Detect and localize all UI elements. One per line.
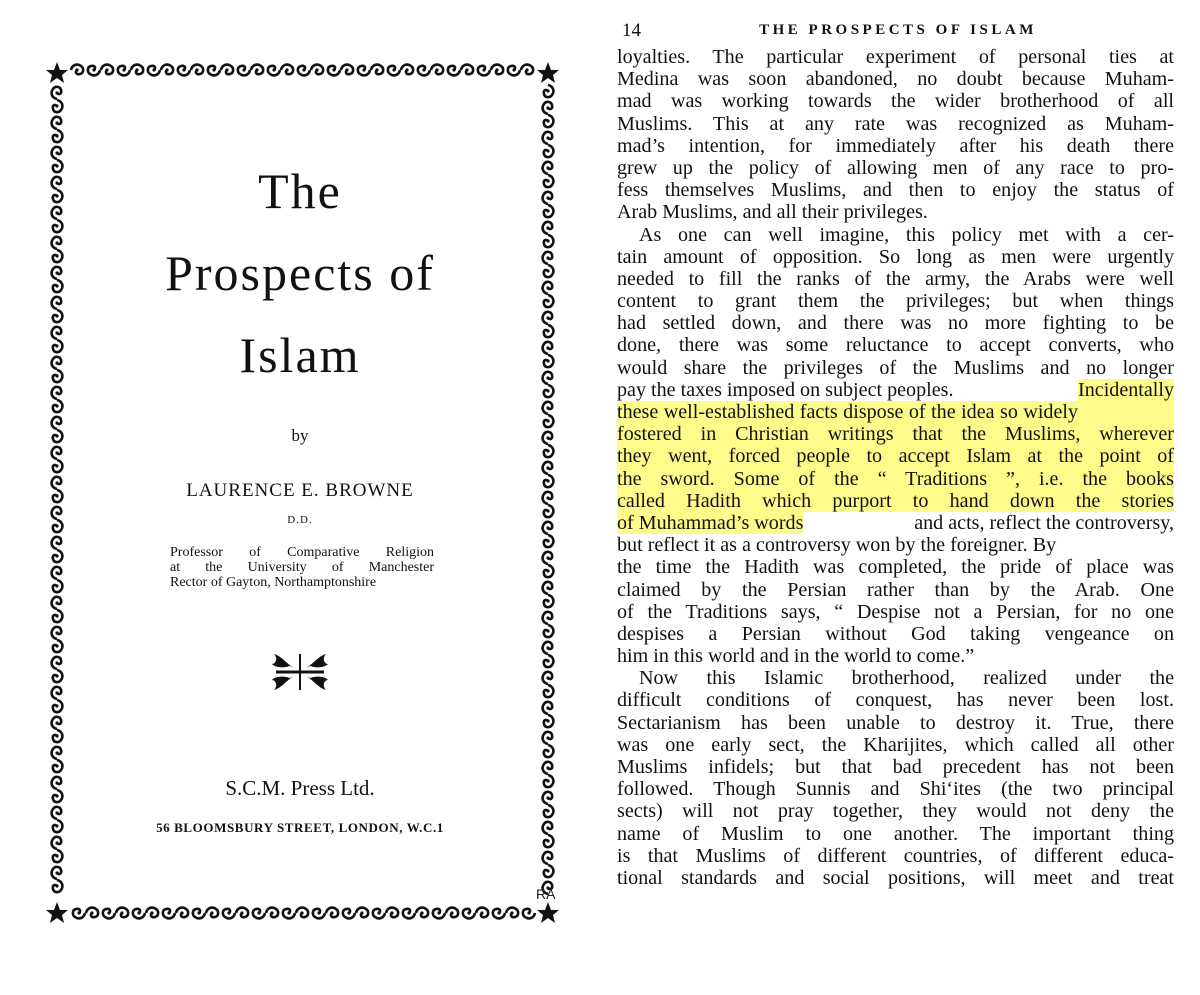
border-leaf [53, 580, 63, 592]
highlighted-text-line: the sword. Some of the “ Traditions ”, i.e. the books [617, 467, 1174, 490]
border-leaf [146, 908, 158, 918]
corner-star-bottom-right [537, 902, 559, 923]
border-leaf [52, 687, 62, 699]
border-leaf [544, 115, 554, 127]
border-leaf [193, 909, 205, 919]
border-leaf [544, 745, 554, 757]
border-leaf [52, 567, 62, 579]
border-leaf [52, 807, 62, 819]
author-name: LAURENCE E. BROWNE [186, 480, 414, 501]
border-leaf [433, 909, 445, 919]
body-text [617, 46, 1174, 889]
border-leaf [53, 400, 63, 412]
border-leaf [401, 65, 413, 75]
border-leaf [544, 835, 554, 847]
border-leaf [341, 65, 353, 75]
border-leaf [543, 102, 553, 114]
text-line: needed to fill the ranks of the army, the Arabs were well [617, 267, 1174, 290]
border-leaf [53, 850, 63, 862]
border-leaf [543, 762, 553, 774]
text-line: would share the privileges of the Muslims and no longer [617, 356, 1174, 379]
border-leaf [133, 909, 145, 919]
corner-star-bottom-left [46, 902, 68, 923]
border-leaf [543, 462, 553, 474]
border-leaf [161, 65, 173, 75]
border-leaf [544, 865, 554, 877]
border-leaf [268, 66, 280, 76]
title-line: Prospects of [165, 245, 435, 301]
text-line: tional standards and social positions, will meet and treat [617, 866, 1174, 889]
border-leaf [118, 66, 130, 76]
border-leaf [543, 612, 553, 624]
border-leaf [281, 65, 293, 75]
border-leaf [491, 65, 503, 75]
title-line: Islam [239, 327, 361, 383]
text-line: name of Muslim to one another. The important thing [617, 822, 1174, 845]
border-leaf [53, 460, 63, 472]
highlighted-text-line: fostered in Christian writings that the Muslims, wherever [617, 423, 1174, 446]
border-leaf [208, 66, 220, 76]
border-leaf [508, 66, 520, 76]
border-leaf [356, 908, 368, 918]
border-leaf [52, 717, 62, 729]
border-leaf [448, 66, 460, 76]
border-leaf [71, 65, 83, 75]
border-leaf [116, 908, 128, 918]
border-leaf [543, 402, 553, 414]
border-leaf [206, 908, 218, 918]
border-leaf [53, 730, 63, 742]
border-leaf [543, 732, 553, 744]
border-leaf [544, 565, 554, 577]
text-line: was one early sect, the Kharijites, which called all other [617, 733, 1174, 756]
border-leaf [296, 908, 308, 918]
book-title [0, 150, 600, 396]
border-leaf [403, 909, 415, 919]
border-leaf [311, 65, 323, 75]
border-leaf [298, 66, 310, 76]
border-leaf [543, 642, 553, 654]
text-segment: and acts, reflect the controversy, [914, 511, 1174, 534]
border-leaf [446, 908, 458, 918]
border-leaf [53, 700, 63, 712]
border-leaf [544, 85, 554, 97]
text-line: of the Traditions says, “ Despise not a Persian, for no one [617, 600, 1174, 623]
border-leaf [371, 65, 383, 75]
text-line: loyalties. The particular experiment of personal ties at [617, 46, 1174, 68]
border-leaf [416, 908, 428, 918]
border-leaf [101, 65, 113, 75]
border-leaf [236, 908, 248, 918]
text-line: content to grant them the privileges; but when things [617, 290, 1174, 313]
border-leaf [478, 66, 490, 76]
text-line: followed. Though Sunnis and Shi‘ites (the two principal [617, 778, 1174, 801]
text-line: Arab Muslims, and all their privileges. [617, 201, 928, 224]
text-line: tain amount of opposition. So long as men were urgently [617, 245, 1174, 268]
border-leaf [373, 909, 385, 919]
border-leaf [52, 117, 62, 129]
border-leaf [52, 537, 62, 549]
border-leaf [52, 87, 62, 99]
fleuron-ornament [268, 648, 332, 696]
border-leaf [52, 597, 62, 609]
border-leaf [53, 610, 63, 622]
corner-star-top-right [537, 62, 559, 83]
border-leaf [544, 535, 554, 547]
author-degree: D.D. [287, 514, 313, 526]
border-leaf [463, 909, 475, 919]
border-leaf [253, 909, 265, 919]
border-leaf [543, 702, 553, 714]
publisher-address: 56 BLOOMSBURY STREET, LONDON, W.C.1 [156, 820, 444, 835]
text-line: fess themselves Muslims, and then to enjoy the status of [617, 179, 1174, 202]
border-leaf [53, 760, 63, 772]
text-line: Muslims infidels; but that bad precedent has not been [617, 756, 1174, 778]
border-leaf [53, 640, 63, 652]
border-leaf [493, 909, 505, 919]
text-line: Now this Islamic brotherhood, realized under the [639, 667, 1174, 690]
book-page [590, 0, 1200, 995]
text-line: sects) will not pray together, they would not deny the [617, 800, 1174, 823]
text-line: mad’s intention, for immediately after his death there [617, 134, 1174, 157]
border-leaf [251, 65, 263, 75]
border-leaf [543, 132, 553, 144]
border-leaf [52, 867, 62, 879]
border-leaf [544, 595, 554, 607]
publisher-name: S.C.M. Press Ltd. [225, 776, 375, 800]
border-leaf [266, 908, 278, 918]
border-leaf [86, 908, 98, 918]
border-leaf [223, 909, 235, 919]
border-leaf [283, 909, 295, 919]
border-leaf [431, 65, 443, 75]
text-line: despises a Persian without God taking vengeance on [617, 622, 1174, 645]
border-leaf [418, 66, 430, 76]
text-line: As one can well imagine, this policy met with a cer- [639, 223, 1174, 246]
border-leaf [544, 805, 554, 817]
border-leaf [163, 909, 175, 919]
text-line: difficult conditions of conquest, has never been lost. [617, 689, 1174, 712]
library-stamp: RA [536, 886, 556, 902]
running-title: THE PROSPECTS OF ISLAM [759, 22, 1037, 38]
by-label: by [291, 426, 309, 445]
highlighted-text-line: they went, forced people to accept Islam at the point of [617, 445, 1174, 468]
border-leaf [52, 747, 62, 759]
border-leaf [543, 672, 553, 684]
border-leaf [521, 65, 533, 75]
border-leaf [88, 66, 100, 76]
border-leaf [73, 909, 85, 919]
text-line: mad was working towards the wider brotherhood of all [617, 90, 1174, 113]
border-leaf [52, 657, 62, 669]
border-leaf [52, 837, 62, 849]
text-line: claimed by the Persian rather than by the Arab. One [617, 578, 1174, 601]
highlighted-text-line: called Hadith which purport to hand down the stories [617, 489, 1174, 512]
border-leaf [103, 909, 115, 919]
border-leaf [543, 852, 553, 864]
border-leaf [53, 130, 63, 142]
text-line: grew up the policy of allowing men of any race to pro- [617, 156, 1174, 179]
border-leaf [53, 880, 63, 892]
highlighted-text: Incidentally [1078, 378, 1174, 401]
text-line [617, 512, 1174, 534]
border-leaf [506, 908, 518, 918]
border-leaf [238, 66, 250, 76]
border-leaf [343, 909, 355, 919]
corner-star-top-left [46, 62, 68, 83]
border-leaf [476, 908, 488, 918]
border-leaf [326, 908, 338, 918]
border-leaf [52, 447, 62, 459]
border-leaf [358, 66, 370, 76]
text-line: Medina was soon abandoned, no doubt because Muham- [617, 68, 1174, 91]
border-leaf [53, 550, 63, 562]
border-leaf [52, 627, 62, 639]
text-line: is that Muslims of different countries, of different educa- [617, 844, 1174, 867]
highlighted-text-line: these well-established facts dispose of the idea so widely [617, 401, 1174, 423]
border-leaf [53, 100, 63, 112]
title-line: The [258, 163, 342, 219]
text-line: done, there was some reluctance to accept converts, who [617, 334, 1174, 357]
author-affiliation [170, 545, 434, 590]
border-leaf [523, 909, 535, 919]
border-leaf [544, 715, 554, 727]
border-leaf [386, 908, 398, 918]
text-line: had settled down, and there was no more fighting to be [617, 312, 1174, 335]
border-leaf [148, 66, 160, 76]
border-leaf [328, 66, 340, 76]
border-leaf [313, 909, 325, 919]
border-leaf [544, 445, 554, 457]
text-line: him in this world and in the world to come.” [617, 645, 975, 668]
text-segment: pay the taxes imposed on subject peoples. [617, 378, 954, 401]
text-line: but reflect it as a controversy won by the foreigner. By [617, 534, 1057, 557]
text-line [617, 379, 1174, 401]
border-leaf [543, 582, 553, 594]
border-leaf [461, 65, 473, 75]
border-leaf [388, 66, 400, 76]
border-leaf [178, 66, 190, 76]
border-leaf [176, 908, 188, 918]
affiliation-line: Rector of Gayton, Northamptonshire [170, 575, 377, 590]
border-leaf [544, 655, 554, 667]
border-leaf [53, 670, 63, 682]
affiliation-line: at the University of Manchester [170, 560, 434, 575]
highlighted-text: of Muhammad’s words [617, 511, 804, 534]
running-head [622, 20, 1174, 44]
border-leaf [544, 685, 554, 697]
border-leaf [543, 552, 553, 564]
border-leaf [544, 625, 554, 637]
text-line: Muslims. This at any rate was recognized as Muham- [617, 112, 1174, 135]
affiliation-line: Professor of Comparative Religion [170, 545, 434, 560]
border-leaf [191, 65, 203, 75]
text-line: Sectarianism has been unable to destroy it. True, there [617, 711, 1174, 734]
text-line: the time the Hadith was completed, the pride of place was [617, 556, 1174, 579]
page-number: 14 [622, 20, 641, 41]
border-leaf [131, 65, 143, 75]
border-leaf [221, 65, 233, 75]
